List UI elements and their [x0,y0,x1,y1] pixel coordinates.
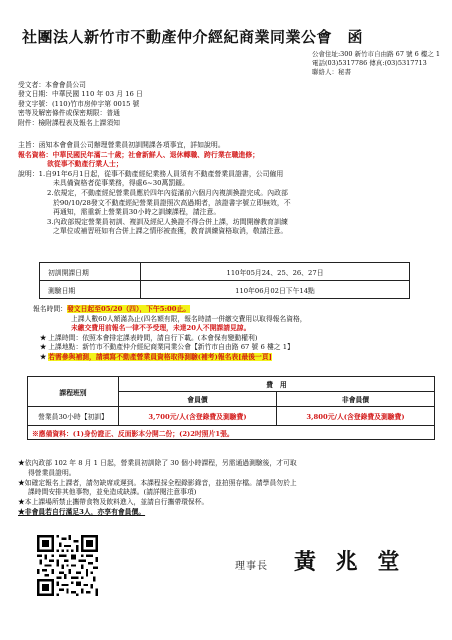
date-value: 110年06月02日下午14點 [141,281,410,299]
dates-table [39,262,410,299]
note-line: ★如確定報名上課者，請勿缺席或遲到。本課程採全程錄影錄音，並拍照存檔。請學員勿於上 [18,478,297,487]
meta-recipient: 受文者：本會會員公司 [18,81,86,89]
contact-address: 公會住址:300 新竹市自由路 67 號 6 樓之 1 [311,50,440,58]
date-label: 初訓開課日期 [40,263,141,281]
contact-phone: 電話(03)5317786 傳真:(03)5317713 [311,59,427,68]
star-icon: ★ [40,352,47,361]
date-value: 110年05月24、25、26、27日 [141,263,410,281]
retest-notice [33,353,443,363]
note-line-member: ★非會員若自行滿足3人，亦享有會員價。 [18,507,146,516]
fee-table [27,376,435,440]
class-time-text: 上課時間：依照本會排定課表時間，請自行下載。(本會保有變動權利) [48,333,258,342]
note-line: ★本上課場所禁止攜帶食物及飲料進入，並請自行攜帶環保杯。 [18,498,209,507]
subject-line: 主旨：函知本會會員公司辦理營業員初訓開課各項事宜，詳如說明。 [18,141,225,149]
meta-doc-number: 發文字號：(110)竹市房仲字第 0015 號 [18,99,140,108]
signature-name: 黃 兆 堂 [294,549,406,575]
contact-person: 聯絡人：秘書 [311,68,351,77]
date-label: 測驗日期 [40,281,141,299]
explanation-line: 於90/10/28發文不動產經紀營業員證照次高過期者，該證書字號立即無效，不 [53,198,291,207]
notes-block [18,459,438,518]
class-location [33,343,443,353]
table-row [28,407,435,426]
signature-title: 理事長 [235,561,268,572]
nonmember-price: 3,800元/人(含登錄費及測驗費) [277,407,435,426]
explanation-line: 3.內政部規定營業員初訓、複訓及經紀人換證不得合併上課，坊間開辦教育訓練 [47,217,288,226]
star-icon: ★ [40,343,47,352]
contact-info [312,50,440,78]
table-row [40,281,410,299]
registration-time-label: 報名時間： [33,305,67,313]
fee-header: 費 用 [119,377,435,392]
explanation-line: 之單位或補習班如有合併上課之情形被查獲，教育訓練資格取消，敬請注意。 [53,227,288,236]
table-row [28,377,435,392]
explanation-line: 未具備資格者從事業務，得處6~30萬罰鍰。 [53,179,190,188]
eligibility-line: 報名資格：中華民國民年滿二十歲；社會新鮮人、退休轉職、跨行業在職進修； [18,150,260,159]
meta-attachment: 附件：檢附課程表及報名上課須知 [18,118,120,127]
class-location-text: 上課地點：新竹市不動產仲介經紀商業同業公會【新竹市自由路 67 號 6 樓之 1】 [48,343,294,352]
program-name: 營業員30小時【初訓】 [28,407,119,426]
eligibility-line-2: 欲從事不動產行業人士； [47,160,123,169]
meta-date: 發文日期：中華民國 110 年 03 月 16 日 [18,90,143,99]
nonmember-header: 非會員價 [277,392,435,407]
document-meta [18,81,143,128]
class-time [33,334,443,344]
explanation-line: 再通知，需重新上營業員30小時之訓練課程，請注意。 [53,208,221,217]
note-line: 課時間安排其他事物，並免造成缺課。(請詳閱注意事項) [28,488,197,497]
registration-capacity: 上課人數60人額滿為止(四名額有限，報名時請一併繳交費用以取得報名資格， [71,314,307,323]
table-row [40,263,410,281]
member-header: 會員價 [119,392,277,407]
meta-secrecy: 密等及解密條件或保密期限：普通 [18,109,120,118]
registration-block [33,305,443,363]
document-body [18,141,438,237]
registration-time [33,305,443,315]
registration-warning: 未繳交費用前報名一律不予受理，未達20人不開課請見諒。 [71,324,251,333]
program-header: 課程班別 [28,377,119,407]
explanation-line: 2.依規定，不動產經紀營業員應於四年內從滿前六個月內複訓換證完成。內政部 [47,188,288,197]
retest-notice-text: 若需參與補測，請填寫不動產營業員資格取得測驗(補考)報名表[最後一頁] [48,352,272,361]
explanation-line: 說明：1.自91年6月1日起，從事不動產經紀業務人員須有不動產營業員證書，公司僱用 [18,169,284,178]
qr-code-icon[interactable] [37,535,98,596]
note-line: 得營業員證明。 [28,468,76,477]
registration-time-value: 發文日起至05/20（四），下午5:00止。 [66,305,191,313]
note-line: ★依內政部 102 年 8 月 1 日起，營業員初訓除了 30 個小時課程，另需通過測驗後，才可取 [18,459,297,467]
star-icon: ★ [40,333,47,342]
table-row [28,426,435,440]
document-title: 社團法人新竹市不動產仲介經紀商業同業公會 函 [22,28,364,46]
required-documents: ※應備資料：(1)身份證正、反面影本分開二份；(2)2吋照片1張。 [28,426,435,440]
member-price: 3,700元/人(含登錄費及測驗費) [119,407,277,426]
